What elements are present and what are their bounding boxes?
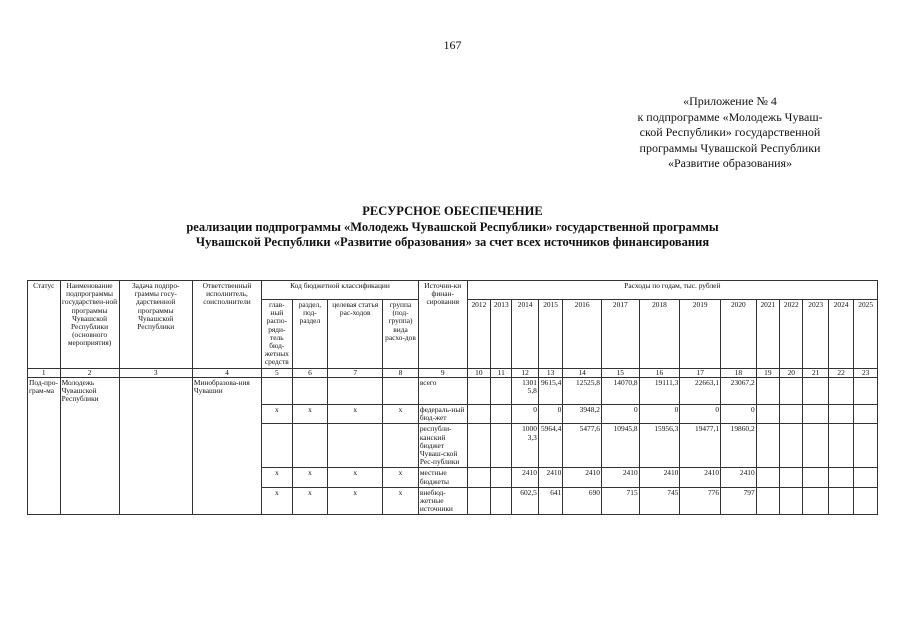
value-cell: 0 [721, 404, 757, 423]
header-section: раздел, под-раздел [292, 300, 328, 369]
header-year: 2024 [828, 300, 853, 369]
column-number: 11 [491, 368, 512, 377]
code-cell [328, 424, 383, 468]
program-executor-cont [192, 424, 261, 468]
appendix-line: программы Чувашской Республики [639, 140, 821, 155]
value-cell [780, 377, 803, 404]
title-line: Чувашской Республики «Развитие образования» за счет всех источников финансирования [195, 235, 710, 249]
value-cell [780, 424, 803, 468]
column-number: 15 [601, 368, 639, 377]
code-cell [262, 377, 293, 404]
code-cell: х [383, 468, 419, 487]
appendix-line: «Приложение № 4 [683, 94, 777, 108]
program-task-cont [119, 468, 192, 487]
value-cell [854, 404, 878, 423]
value-cell [854, 468, 878, 487]
value-cell: 2410 [639, 468, 680, 487]
program-status-cont [28, 424, 61, 468]
code-cell [383, 377, 419, 404]
program-status-cont [28, 487, 61, 515]
value-cell: 641 [538, 487, 562, 515]
code-cell [262, 424, 293, 468]
header-year: 2025 [854, 300, 878, 369]
title-line: реализации подпрограммы «Молодежь Чувашской Республики» государственной программы [186, 219, 719, 234]
header-year: 2016 [563, 300, 602, 369]
value-cell: 2410 [563, 468, 602, 487]
value-cell [803, 487, 828, 515]
code-cell [328, 377, 383, 404]
value-cell [756, 404, 779, 423]
value-cell: 0 [538, 404, 562, 423]
column-number: 6 [292, 368, 328, 377]
column-number: 18 [721, 368, 757, 377]
code-cell: х [292, 404, 328, 423]
code-cell: х [262, 468, 293, 487]
header-expenses: Расходы по годам, тыс. рублей [467, 281, 877, 300]
header-year: 2012 [467, 300, 490, 369]
source-cell: местные бюджеты [418, 468, 467, 487]
value-cell: 19111,3 [639, 377, 680, 404]
value-cell [467, 468, 490, 487]
value-cell: 0 [639, 404, 680, 423]
header-year: 2018 [639, 300, 680, 369]
code-cell: х [328, 487, 383, 515]
value-cell: 797 [721, 487, 757, 515]
appendix-line: «Развитие образования» [667, 156, 793, 170]
value-cell [491, 377, 512, 404]
code-cell: х [383, 487, 419, 515]
column-number: 17 [680, 368, 721, 377]
value-cell: 2410 [721, 468, 757, 487]
value-cell: 23067,2 [721, 377, 757, 404]
value-cell: 12525,8 [563, 377, 602, 404]
header-year: 2019 [680, 300, 721, 369]
code-cell [292, 424, 328, 468]
appendix-line: к подпрограмме «Молодежь Чуваш- [637, 109, 823, 124]
column-number: 1 [28, 368, 61, 377]
source-cell: всего [418, 377, 467, 404]
program-name: Молодежь Чувашской Республики [60, 377, 119, 404]
value-cell [780, 468, 803, 487]
value-cell: 0 [512, 404, 538, 423]
table-row [28, 468, 878, 487]
value-cell [491, 468, 512, 487]
header-year: 2015 [538, 300, 562, 369]
source-cell: внебюд-жетные источники [418, 487, 467, 515]
value-cell: 2410 [512, 468, 538, 487]
header-name: Наименование подпрограммы государствен-ной программы Чувашской Республики (основного мероприятия) [60, 281, 119, 369]
header-year: 2021 [756, 300, 779, 369]
value-cell: 14070,8 [601, 377, 639, 404]
program-task [119, 377, 192, 404]
column-number: 21 [803, 368, 828, 377]
value-cell [828, 404, 853, 423]
table-row [28, 487, 878, 515]
source-cell: федераль-ный бюд-жет [418, 404, 467, 423]
column-number: 19 [756, 368, 779, 377]
code-cell: х [328, 404, 383, 423]
value-cell [491, 487, 512, 515]
document-title [40, 204, 865, 251]
table-row [28, 377, 878, 404]
program-status: Под-про-грам-ма [28, 377, 61, 404]
header-year: 2013 [491, 300, 512, 369]
value-cell [756, 424, 779, 468]
program-task-cont [119, 424, 192, 468]
value-cell [828, 377, 853, 404]
program-name-cont [60, 468, 119, 487]
value-cell [828, 487, 853, 515]
code-cell: х [328, 468, 383, 487]
program-name-cont [60, 404, 119, 423]
header-year: 2014 [512, 300, 538, 369]
program-executor-cont [192, 468, 261, 487]
column-number: 5 [262, 368, 293, 377]
code-cell [383, 424, 419, 468]
value-cell: 5964,4 [538, 424, 562, 468]
value-cell [854, 487, 878, 515]
value-cell: 602,5 [512, 487, 538, 515]
title-line: РЕСУРСНОЕ ОБЕСПЕЧЕНИЕ [362, 204, 543, 218]
program-executor-cont [192, 404, 261, 423]
code-cell [292, 377, 328, 404]
value-cell [491, 424, 512, 468]
value-cell [803, 377, 828, 404]
value-cell [467, 424, 490, 468]
value-cell [780, 487, 803, 515]
header-year: 2020 [721, 300, 757, 369]
code-cell: х [292, 487, 328, 515]
value-cell [854, 424, 878, 468]
value-cell: 22663,1 [680, 377, 721, 404]
program-executor-cont [192, 487, 261, 515]
value-cell: 1000 3,3 [512, 424, 538, 468]
header-target: целевая статья рас-ходов [328, 300, 383, 369]
header-source: Источни-ки финан-сирования [418, 281, 467, 369]
program-status-cont [28, 468, 61, 487]
value-cell [854, 377, 878, 404]
value-cell [467, 404, 490, 423]
value-cell [756, 487, 779, 515]
code-cell: х [383, 404, 419, 423]
code-cell: х [292, 468, 328, 487]
value-cell: 9615,4 [538, 377, 562, 404]
column-number: 13 [538, 368, 562, 377]
column-number: 14 [563, 368, 602, 377]
header-budget-code: Код бюджетной классификации [262, 281, 419, 300]
column-number: 7 [328, 368, 383, 377]
value-cell [828, 468, 853, 487]
program-task-cont [119, 487, 192, 515]
value-cell: 745 [639, 487, 680, 515]
value-cell [756, 468, 779, 487]
value-cell: 776 [680, 487, 721, 515]
column-number: 20 [780, 368, 803, 377]
column-number: 9 [418, 368, 467, 377]
value-cell [467, 487, 490, 515]
value-cell [803, 468, 828, 487]
column-number: 3 [119, 368, 192, 377]
page-number: 167 [443, 38, 462, 52]
value-cell: 2410 [538, 468, 562, 487]
value-cell: 0 [601, 404, 639, 423]
header-year: 2023 [803, 300, 828, 369]
appendix-line: ской Республики» государственной [639, 125, 821, 139]
value-cell: 690 [563, 487, 602, 515]
code-cell: х [262, 487, 293, 515]
program-name-cont [60, 424, 119, 468]
header-manager: глав-ный распо-ряди-тель бюд-жетных средств [262, 300, 293, 369]
table-row [28, 404, 878, 423]
header-status: Статус [28, 281, 61, 369]
resource-table [27, 280, 878, 515]
column-number: 4 [192, 368, 261, 377]
source-cell: республи-канский бюджет Чуваш-ской Рес-публики [418, 424, 467, 468]
column-number: 10 [467, 368, 490, 377]
value-cell [491, 404, 512, 423]
program-status-cont [28, 404, 61, 423]
column-number: 8 [383, 368, 419, 377]
appendix-note [590, 94, 870, 172]
value-cell: 5477,6 [563, 424, 602, 468]
header-executor: Ответственный исполнитель, соисполнители [192, 281, 261, 369]
value-cell [803, 424, 828, 468]
column-number: 12 [512, 368, 538, 377]
column-number: 2 [60, 368, 119, 377]
column-number: 23 [854, 368, 878, 377]
value-cell: 3948,2 [563, 404, 602, 423]
value-cell: 2410 [680, 468, 721, 487]
value-cell [803, 404, 828, 423]
value-cell [828, 424, 853, 468]
column-number: 16 [639, 368, 680, 377]
value-cell: 10945,8 [601, 424, 639, 468]
code-cell: х [262, 404, 293, 423]
column-number: 22 [828, 368, 853, 377]
value-cell: 15956,3 [639, 424, 680, 468]
value-cell: 715 [601, 487, 639, 515]
value-cell: 1301 5,8 [512, 377, 538, 404]
value-cell [780, 404, 803, 423]
value-cell [467, 377, 490, 404]
value-cell: 2410 [601, 468, 639, 487]
value-cell: 0 [680, 404, 721, 423]
value-cell: 19477,1 [680, 424, 721, 468]
header-group: группа (под-группа) вида расхо-дов [383, 300, 419, 369]
header-year: 2017 [601, 300, 639, 369]
program-executor: Минобразова-ния Чувашии [192, 377, 261, 404]
value-cell: 19860,2 [721, 424, 757, 468]
program-name-cont [60, 487, 119, 515]
value-cell [756, 377, 779, 404]
header-year: 2022 [780, 300, 803, 369]
table-row [28, 424, 878, 468]
program-task-cont [119, 404, 192, 423]
header-task: Задача подпро-граммы госу-дарственной программы Чувашской Республики [119, 281, 192, 369]
